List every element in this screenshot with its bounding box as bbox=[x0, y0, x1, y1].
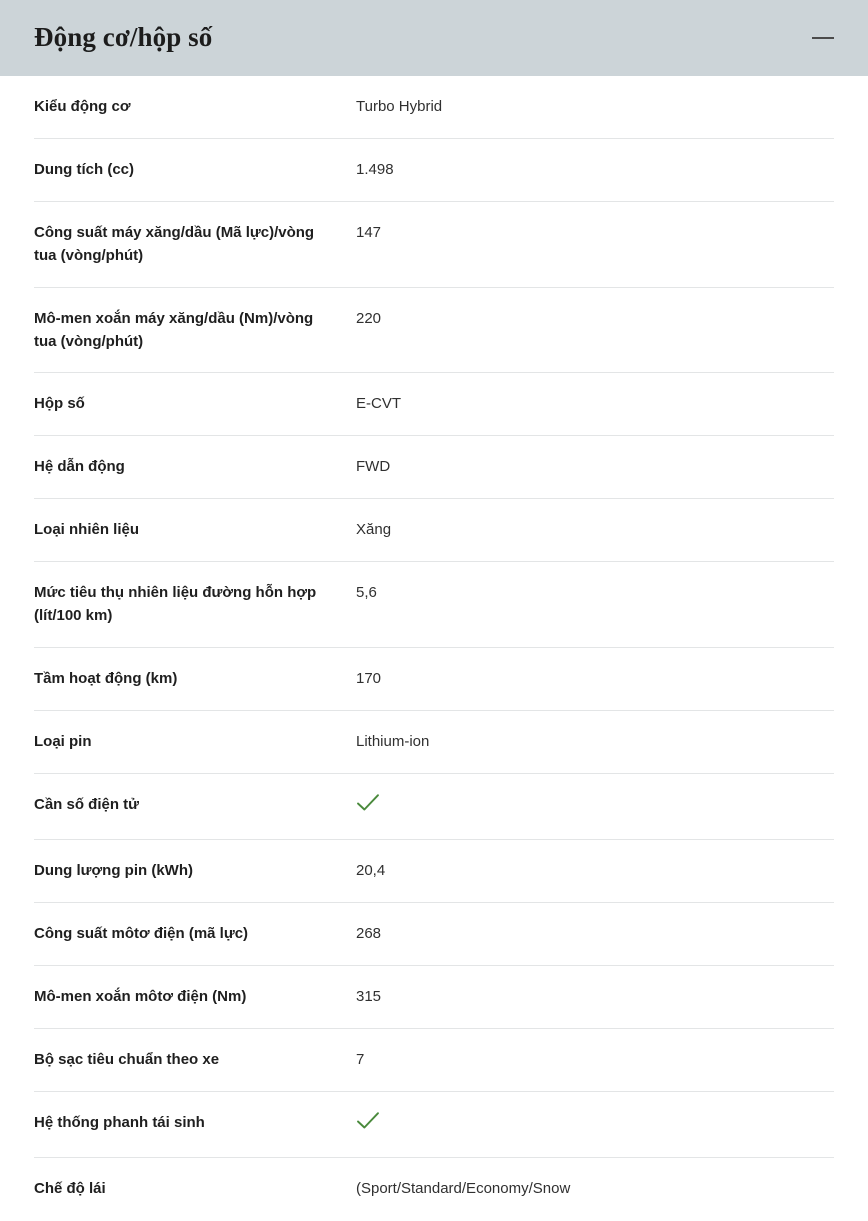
check-icon bbox=[356, 1111, 380, 1131]
table-row bbox=[34, 562, 834, 648]
table-row bbox=[34, 202, 834, 288]
spec-value: 7 bbox=[356, 1050, 365, 1068]
spec-label: Công suất môtơ điện (mã lực) bbox=[34, 924, 249, 942]
spec-label: Hệ thống phanh tái sinh bbox=[34, 1113, 205, 1131]
spec-value: 268 bbox=[356, 924, 382, 942]
table-row bbox=[34, 966, 834, 1029]
spec-label: Dung lượng pin (kWh) bbox=[34, 861, 193, 879]
table-row bbox=[34, 76, 834, 139]
spec-label: Mô-men xoắn máy xăng/dầu (Nm)/vòng tua (vòng/phút) bbox=[34, 309, 314, 350]
spec-value: Turbo Hybrid bbox=[356, 98, 443, 115]
check-icon bbox=[356, 793, 380, 813]
panel-header[interactable] bbox=[0, 0, 868, 76]
spec-label: Loại pin bbox=[34, 732, 92, 750]
spec-label: Mô-men xoắn môtơ điện (Nm) bbox=[34, 987, 247, 1005]
spec-label: Kiểu động cơ bbox=[34, 98, 131, 115]
table-row bbox=[34, 774, 834, 840]
spec-label: Loại nhiên liệu bbox=[34, 521, 140, 538]
spec-value: FWD bbox=[356, 458, 391, 475]
spec-value: 315 bbox=[356, 987, 382, 1005]
spec-value: 170 bbox=[356, 669, 382, 687]
page-title: Động cơ/hộp số bbox=[34, 22, 213, 53]
table-row bbox=[34, 373, 834, 436]
table-row bbox=[34, 436, 834, 499]
spec-label: Chế độ lái bbox=[34, 1180, 106, 1197]
spec-label: Tầm hoạt động (km) bbox=[34, 669, 178, 687]
spec-label: Hệ dẫn động bbox=[34, 458, 125, 475]
spec-value: E-CVT bbox=[356, 395, 401, 412]
spec-value: 20,4 bbox=[356, 861, 386, 879]
spec-value: 220 bbox=[356, 309, 382, 327]
spec-label: Hộp số bbox=[34, 395, 85, 412]
spec-label: Bộ sạc tiêu chuẩn theo xe bbox=[34, 1050, 220, 1068]
spec-value: Xăng bbox=[356, 521, 392, 538]
table-row bbox=[34, 499, 834, 562]
table-row bbox=[34, 711, 834, 774]
spec-value: 147 bbox=[356, 224, 382, 241]
spec-value bbox=[356, 1111, 834, 1138]
table-row bbox=[34, 1158, 834, 1221]
spec-value: 1.498 bbox=[356, 161, 394, 178]
table-row bbox=[34, 648, 834, 711]
table-row bbox=[34, 139, 834, 202]
spec-table bbox=[0, 76, 868, 1221]
spec-value: 5,6 bbox=[356, 584, 377, 601]
spec-label: Dung tích (cc) bbox=[34, 161, 134, 178]
spec-value: (Sport/Standard/Economy/Snow bbox=[356, 1180, 571, 1197]
minus-icon-bar bbox=[812, 37, 834, 39]
spec-label: Mức tiêu thụ nhiên liệu đường hỗn hợp (lít/100 km) bbox=[34, 584, 317, 625]
table-row bbox=[34, 1092, 834, 1158]
spec-value bbox=[356, 793, 834, 820]
spec-label: Công suất máy xăng/dầu (Mã lực)/vòng tua (vòng/phút) bbox=[34, 224, 315, 265]
spec-label: Cần số điện tử bbox=[34, 795, 140, 813]
table-row bbox=[34, 840, 834, 903]
table-row bbox=[34, 1029, 834, 1092]
table-row bbox=[34, 288, 834, 374]
spec-value: Lithium-ion bbox=[356, 732, 430, 750]
minus-icon[interactable] bbox=[806, 21, 840, 55]
table-row bbox=[34, 903, 834, 966]
